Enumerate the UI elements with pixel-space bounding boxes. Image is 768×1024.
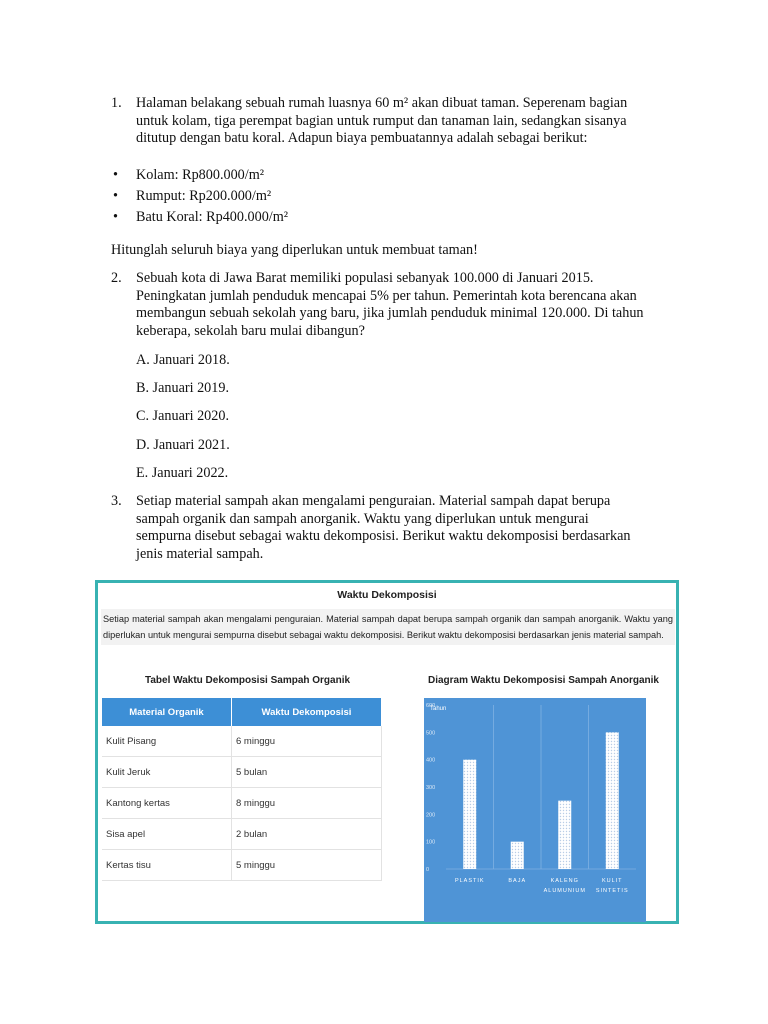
chart-ytick-label: 300 <box>426 785 436 791</box>
bullet-icon: • <box>113 167 118 183</box>
anorganic-bar-chart <box>424 698 646 922</box>
chart-category-label: ALUMUNIUM <box>543 888 586 894</box>
chart-bar <box>463 760 476 869</box>
bullet-icon: • <box>113 209 118 225</box>
option-a: A. Januari 2018. <box>136 352 230 368</box>
bullet-icon: • <box>113 188 118 204</box>
option-b: B. Januari 2019. <box>136 380 229 396</box>
table-cell-material: Kertas tisu <box>102 850 232 881</box>
option-c: C. Januari 2020. <box>136 408 229 424</box>
table-header-material: Material Organik <box>102 698 232 726</box>
chart-category-label: KULIT <box>601 878 623 884</box>
question-2-line: Peningkatan jumlah penduduk mencapai 5% per tahun. Pemerintah kota berencana akan <box>136 287 637 304</box>
chart-bar <box>558 801 571 869</box>
question-3-line: sampah organik dan sampah anorganik. Waktu yang diperlukan untuk mengurai <box>136 510 589 527</box>
table-cell-waktu: 6 minggu <box>232 726 382 757</box>
option-d: D. Januari 2021. <box>136 437 230 453</box>
chart-title: Diagram Waktu Dekomposisi Sampah Anorganik <box>428 675 659 686</box>
decomposition-figure <box>95 580 679 924</box>
table-cell-material: Sisa apel <box>102 819 232 850</box>
question-3-number: 3. <box>111 493 122 509</box>
chart-category-label: KALENG <box>550 878 579 884</box>
figure-title: Waktu Dekomposisi <box>337 589 437 601</box>
table-cell-waktu: 8 minggu <box>232 788 382 819</box>
table-cell-waktu: 2 bulan <box>232 819 382 850</box>
chart-bar <box>511 842 524 869</box>
table-title: Tabel Waktu Dekomposisi Sampah Organik <box>145 675 351 686</box>
question-2-line: membangun sebuah sekolah yang baru, jika jumlah penduduk minimal 120.000. Di tahun <box>136 305 644 321</box>
question-1-line: Halaman belakang sebuah rumah luasnya 60 m² akan dibuat taman. Seperenam bagian <box>136 95 628 111</box>
option-e: E. Januari 2022. <box>136 465 229 481</box>
table-cell-material: Kulit Jeruk <box>102 757 232 788</box>
table-row <box>102 757 382 788</box>
chart-category-label: PLASTIK <box>454 878 485 884</box>
question-3-line: sempurna disebut sebagai waktu dekomposisi. Berikut waktu dekomposisi berdasarkan <box>136 528 631 544</box>
table-row <box>102 788 382 819</box>
question-1-line: untuk kolam, tiga perempat bagian untuk rumput dan tanaman lain, sedangkan sisanya <box>136 112 627 129</box>
figure-description: Setiap material sampah akan mengalami penguraian. Material sampah dapat berupa sampah organik dan sampah anorganik. Waktu yang diperlukan untuk mengurai sempurna disebut sebagai waktu dekomposisi. Berikut waktu dekomposisi berdasarkan jenis material sampah. <box>101 609 675 645</box>
table-row <box>102 726 382 757</box>
table-cell-waktu: 5 bulan <box>232 757 382 788</box>
table-header-waktu: Waktu Dekomposisi <box>232 698 382 726</box>
table-row <box>102 850 382 881</box>
chart-ytick-label: 500 <box>426 730 436 737</box>
chart-ytick-label: 600 <box>426 703 436 709</box>
question-2-line: Sebuah kota di Jawa Barat memiliki populasi sebanyak 100.000 di Januari 2015. <box>136 270 594 286</box>
question-1-number: 1. <box>111 95 122 111</box>
chart-bar <box>606 732 619 869</box>
table-header-row <box>102 698 382 726</box>
question-2-line: keberapa, sekolah baru mulai dibangun? <box>136 322 365 339</box>
question-2-number: 2. <box>111 270 122 286</box>
question-3-line: jenis material sampah. <box>136 545 264 562</box>
chart-ytick-label: 200 <box>426 812 436 819</box>
table-cell-material: Kulit Pisang <box>102 726 232 757</box>
chart-ytick-label: 0 <box>426 867 430 873</box>
table-row <box>102 819 382 850</box>
chart-ytick-label: 400 <box>426 757 436 764</box>
table-cell-material: Kantong kertas <box>102 788 232 819</box>
table-cell-waktu: 5 minggu <box>232 850 382 881</box>
question-1-prompt: Hitunglah seluruh biaya yang diperlukan untuk membuat taman! <box>111 242 478 258</box>
question-3-line: Setiap material sampah akan mengalami penguraian. Material sampah dapat berupa <box>136 493 611 509</box>
chart-category-label: BAJA <box>508 878 527 884</box>
chart-ylabel: Tahun <box>430 706 447 712</box>
organic-table <box>102 698 382 881</box>
chart-ytick-label: 100 <box>426 839 436 846</box>
question-1-line: ditutup dengan batu koral. Adapun biaya pembuatannya adalah sebagai berikut: <box>136 130 588 146</box>
chart-category-label: SINTETIS <box>595 888 629 894</box>
